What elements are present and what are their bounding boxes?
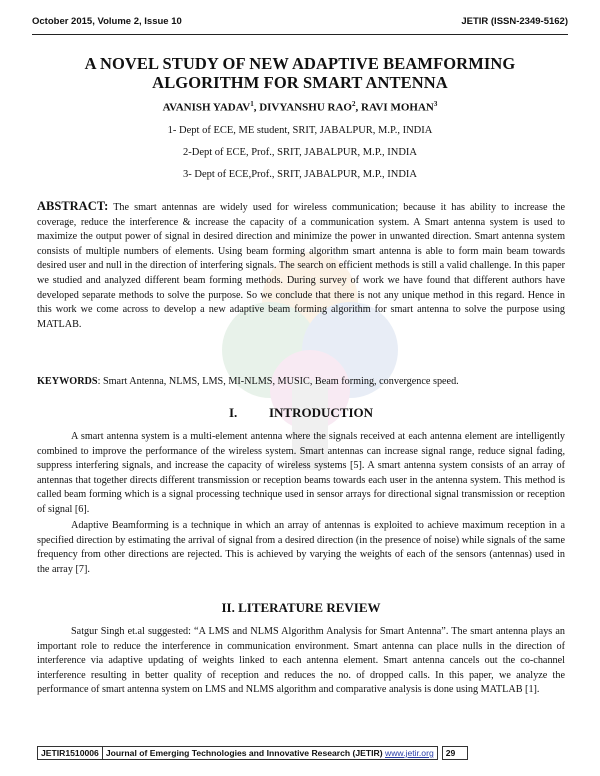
- page-footer: [37, 746, 468, 760]
- author-1: AVANISH YADAV: [162, 101, 251, 114]
- author-3: RAVI MOHAN: [361, 101, 434, 114]
- title-line-1: A NOVEL STUDY OF NEW ADAPTIVE BEAMFORMING: [84, 54, 516, 73]
- abstract: [37, 199, 565, 332]
- author-list: [32, 100, 568, 114]
- journal-citation: [102, 746, 438, 760]
- section-1-heading: [37, 405, 565, 421]
- issn: JETIR (ISSN-2349-5162): [461, 16, 568, 27]
- affiliation-1: 1- Dept of ECE, ME student, SRIT, JABALPUR, M.P., INDIA: [167, 125, 433, 136]
- author-2: DIVYANSHU RAO: [259, 101, 352, 114]
- issue-date: October 2015, Volume 2, Issue 10: [32, 16, 182, 27]
- affiliation-3: 3- Dept of ECE,Prof., SRIT, JABALPUR, M.P., INDIA: [182, 169, 417, 180]
- intro-paragraph-2: Adaptive Beamforming is a technique in which an array of antennas is exploited to achieve maximum reception in a specified direction by estimating the arrival of signal from a desired direction (in the presence of noise) while signals of the same frequency from other directions are rejected. This is achieved by varying the weights of each of the sensors (antennas) used in the array [7].: [37, 520, 565, 575]
- journal-name: Journal of Emerging Technologies and Innovative Research (JETIR): [105, 748, 383, 758]
- title-line-2: ALGORITHM FOR SMART ANTENNA: [152, 73, 448, 92]
- author-sep: ,: [355, 101, 361, 114]
- keywords-text: : Smart Antenna, NLMS, LMS, MI-NLMS, MUSIC, Beam forming, convergence speed.: [97, 376, 459, 387]
- running-header: [32, 16, 568, 32]
- literature-paragraph-1: Satgur Singh et.al suggested: “A LMS and NLMS Algorithm Analysis for Smart Antenna”. The smart antenna plays an important role to reduce the interference in communication environment. Smart antenna can place nulls in the direction of interference via adaptive updating of weights linked to each antenna element. Smart antenna cancels out the co-channel interference resulting in better quality of reception and reduces the no. of dropped calls. In this paper, we analyze the performance of smart antenna system on LMS and NLMS algorithm and comparative analysis is done using MATLAB [1].: [37, 626, 565, 696]
- section-2-heading: II. LITERATURE REVIEW: [221, 600, 381, 615]
- author-3-mark: 3: [433, 100, 438, 108]
- author-sep: ,: [253, 101, 260, 114]
- abstract-text: The smart antennas are widely used for wireless communication; because it has ability to increase the coverage, reduce the interference & increase the capacity of a communication system. A Smart antenna system is used to maximize the output power of signal in desired direction and minimize the power in unwanted direction. Smart antenna system consists of multiple numbers of elements. Using beam forming algorithm smart antenna is able to form main beam towards desired user and null in the direction of interfering signals. The search on efficient methods is still a valid challenge. In this paper we studied and analyzed different beam forming methods. During survey of work we have found that different authors have developed separate methods to solve the purpose. So we conclude that there is not any unique method in this regard. Hence in this work we come across to develop a new adaptive beam forming algorithm for smart antenna to solve the purpose using MATLAB.: [37, 202, 565, 330]
- author-2-mark: 2: [352, 100, 356, 108]
- paper-title: [32, 54, 568, 92]
- author-1-mark: 1: [250, 100, 254, 108]
- affiliation-2: 2-Dept of ECE, Prof., SRIT, JABALPUR, M.P., INDIA: [182, 147, 417, 158]
- header-rule: [32, 34, 568, 35]
- page-number: 29: [442, 746, 469, 760]
- journal-link[interactable]: www.jetir.org: [385, 748, 434, 758]
- keywords: [37, 375, 565, 390]
- section-1-title: INTRODUCTION: [268, 405, 373, 420]
- article-id: JETIR1510006: [37, 746, 102, 760]
- keywords-label: KEYWORDS: [37, 376, 98, 387]
- abstract-label: ABSTRACT:: [37, 199, 109, 213]
- section-1-number: I.: [228, 405, 238, 420]
- intro-paragraph-1: A smart antenna system is a multi-element antenna where the signals received at each antenna element are intelligently combined to improve the performance of the wireless system. Smart antennas can increase signal range, reduce signal fading, suppress interfering signals, and increase the capacity of wireless systems [5]. A smart antenna system consists of an array of antennas that together directs different transmission or reception beams towards each user in the antenna system. This method is called beam forming which is a signal processing technique used in sensor arrays for directional signal transmission or reception of signal [6].: [37, 431, 565, 515]
